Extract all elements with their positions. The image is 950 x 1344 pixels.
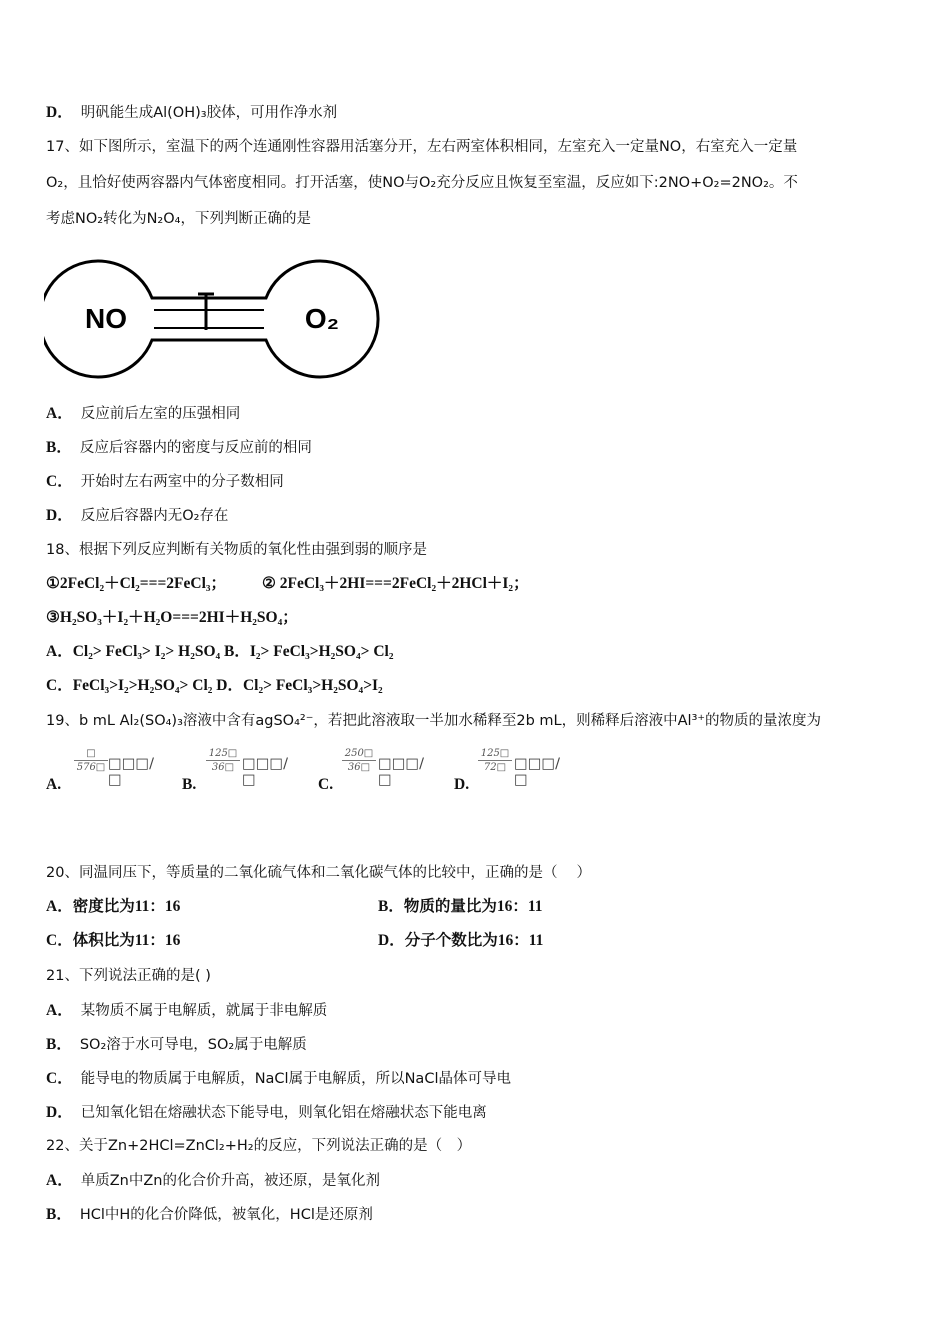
option-label: D． bbox=[46, 507, 73, 524]
option-label: B． bbox=[46, 1036, 72, 1053]
question-22: 22、关于Zn+2HCl=ZnCl₂+H₂的反应，下列说法正确的是（ ） bbox=[46, 1138, 472, 1154]
unit: □□□/□ bbox=[242, 756, 288, 788]
denominator: 576□ bbox=[76, 762, 106, 773]
option-17-c bbox=[46, 470, 284, 493]
fraction bbox=[74, 748, 108, 773]
reaction-1: ①2FeCl₂＋Cl₂===2FeCl₃； bbox=[46, 575, 227, 592]
option-label: C． bbox=[46, 1070, 73, 1087]
options-18-cd: C．FeCl₃>I₂>H₂SO₄> Cl₂ D．Cl₂> FeCl₃>H₂SO₄>I₂ bbox=[46, 677, 383, 694]
right-chamber-label: O₂ bbox=[304, 303, 340, 334]
question-17-line-3: 考虑NO₂转化为N₂O₄，下列判断正确的是 bbox=[46, 211, 311, 227]
fraction bbox=[206, 748, 240, 773]
option-22-a bbox=[46, 1169, 380, 1192]
option-text: 反应后容器内无O₂存在 bbox=[80, 508, 229, 524]
option-label: A. bbox=[46, 776, 62, 793]
option-d-16 bbox=[46, 101, 337, 124]
option-17-d bbox=[46, 504, 228, 527]
question-17-line-1: 17、如下图所示，室温下的两个连通刚性容器用活塞分开，左右两室体积相同，左室充入一定量NO，右室充入一定量 bbox=[46, 139, 798, 155]
option-label: D. bbox=[454, 776, 470, 793]
option-label: B. bbox=[182, 776, 197, 793]
question-21: 21、下列说法正确的是( ) bbox=[46, 968, 211, 984]
denominator: 72□ bbox=[483, 762, 507, 773]
option-text: 某物质不属于电解质，就属于非电解质 bbox=[80, 1003, 328, 1019]
option-text: 能导电的物质属于电解质，NaCl属于电解质，所以NaCl晶体可导电 bbox=[80, 1071, 511, 1087]
reaction-2: ② 2FeCl₃＋2HI===2FeCl₂＋2HCl＋I₂； bbox=[262, 575, 529, 592]
numerator: 125□ bbox=[478, 748, 512, 761]
option-label: D． bbox=[46, 1104, 73, 1121]
denominator: 36□ bbox=[347, 762, 371, 773]
two-vessel-diagram bbox=[44, 256, 380, 382]
question-19: 19、b mL Al₂(SO₄)₃溶液中含有agSO₄²⁻，若把此溶液取一半加水稀释至2b mL，则稀释后溶液中Al³⁺的物质的量浓度为 bbox=[46, 713, 822, 729]
option-17-b bbox=[46, 436, 312, 459]
option-label: A． bbox=[46, 405, 73, 422]
option-label: A． bbox=[46, 1172, 73, 1189]
option-21-a bbox=[46, 999, 327, 1022]
option-label: D． bbox=[46, 104, 73, 121]
option-21-b bbox=[46, 1033, 307, 1056]
option-label: C. bbox=[318, 776, 334, 793]
option-label: B． bbox=[46, 439, 72, 456]
option-21-c bbox=[46, 1067, 511, 1090]
question-18: 18、根据下列反应判断有关物质的氧化性由强到弱的顺序是 bbox=[46, 542, 427, 558]
option-text: 开始时左右两室中的分子数相同 bbox=[80, 474, 284, 490]
option-label: C． bbox=[46, 473, 73, 490]
denominator: 36□ bbox=[211, 762, 235, 773]
option-text: 单质Zn中Zn的化合价升高，被还原，是氧化剂 bbox=[80, 1173, 380, 1189]
numerator: □ bbox=[74, 748, 108, 761]
question-17-line-2: O₂，且恰好使两容器内气体密度相同。打开活塞，使NO与O₂充分反应且恢复至室温，反应如下:2NO+O₂=2NO₂。不 bbox=[46, 175, 798, 191]
option-text: 反应后容器内的密度与反应前的相同 bbox=[79, 440, 312, 456]
fraction bbox=[342, 748, 376, 773]
numerator: 125□ bbox=[206, 748, 240, 761]
option-20-a: A．密度比为11：16 bbox=[46, 898, 181, 915]
option-17-a bbox=[46, 402, 240, 425]
numerator: 250□ bbox=[342, 748, 376, 761]
option-21-d bbox=[46, 1101, 487, 1124]
option-text: SO₂溶于水可导电，SO₂属于电解质 bbox=[79, 1037, 307, 1053]
option-text: 已知氧化铝在熔融状态下能导电，则氧化铝在熔融状态下能电离 bbox=[80, 1105, 487, 1121]
unit: □□□/□ bbox=[108, 756, 154, 788]
fraction bbox=[478, 748, 512, 773]
option-text: 明矾能生成Al(OH)₃胶体，可用作净水剂 bbox=[80, 105, 338, 121]
options-18-ab: A．Cl₂> FeCl₃> I₂> H₂SO₄ B．I₂> FeCl₃>H₂SO₄> Cl₂ bbox=[46, 643, 394, 660]
question-20: 20、同温同压下，等质量的二氧化硫气体和二氧化碳气体的比较中，正确的是（ ） bbox=[46, 865, 592, 881]
left-chamber-label: NO bbox=[85, 303, 127, 334]
option-label: A． bbox=[46, 1002, 73, 1019]
option-text: 反应前后左室的压强相同 bbox=[80, 406, 241, 422]
option-20-b: B．物质的量比为16：11 bbox=[378, 898, 543, 915]
unit: □□□/□ bbox=[514, 756, 560, 788]
option-22-b bbox=[46, 1203, 373, 1226]
reaction-3: ③H₂SO₃＋I₂＋H₂O===2HI＋H₂SO₄； bbox=[46, 609, 298, 626]
option-20-d: D．分子个数比为16：11 bbox=[378, 932, 544, 949]
option-20-c: C．体积比为11：16 bbox=[46, 932, 181, 949]
unit: □□□/□ bbox=[378, 756, 424, 788]
option-text: HCl中H的化合价降低，被氧化，HCl是还原剂 bbox=[79, 1207, 373, 1223]
option-label: B． bbox=[46, 1206, 72, 1223]
